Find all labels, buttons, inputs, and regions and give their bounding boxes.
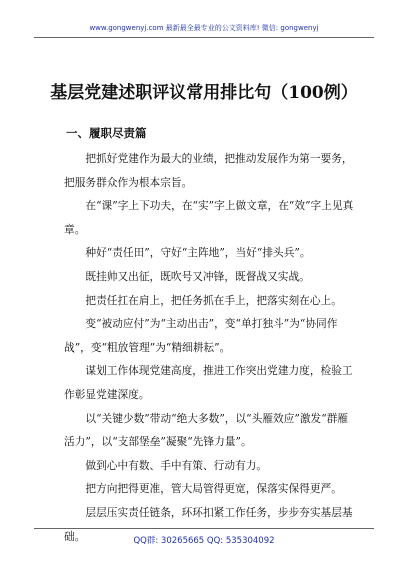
page-header: www.gongwenyj.com 最新最全最专业的公文资料库! 微信: gongwenyj [89, 24, 319, 32]
paragraph: 把方向把得更准，管大局管得更宽，保落实保得更严。 [85, 482, 342, 496]
paragraph: 以“关键少数”带动“绝大多数”，以“头雁效应”激发“群雁活力”，以“支部堡垒”凝聚“先锋力量”。 [64, 411, 349, 449]
document-title: 基层党建述职评议常用排比句（100例） [50, 83, 358, 103]
footer-divider [34, 528, 374, 529]
page-footer: QQ群: 30265665 QQ: 535304092 [133, 536, 275, 546]
paragraph: 把抓好党建作为最大的业绩，把推动发展作为第一要务，把服务群众作为根本宗旨。 [64, 152, 353, 189]
paragraph: 种好“责任田”，守好“主阵地”，当好“排头兵”。 [85, 246, 311, 260]
header-divider [34, 37, 374, 38]
paragraph: 既挂帅又出征，既吹号又冲锋，既督战又实战。 [85, 269, 310, 283]
paragraph: 在“课”字上下功夫，在“实”字上做文章，在“效”字上见真章。 [64, 199, 354, 236]
paragraph: 把责任扛在肩上，把任务抓在手上，把落实刻在心上。 [85, 293, 342, 307]
section-heading: 一、履职尽责篇 [66, 126, 147, 140]
paragraph: 层层压实责任链条，环环扣紧工作任务，步步夯实基层基础。 [64, 505, 353, 543]
paragraph: 做到心中有数、手中有策、行动有力。 [85, 458, 268, 472]
paragraph: 变“被动应付”为“主动出击”，变“单打独斗”为“协同作战”，变“粗放管理”为“精细耕耘”。 [64, 317, 338, 354]
document-body [64, 147, 356, 548]
paragraph: 谋划工作体现党建高度，推进工作突出党建力度，检验工作彰显党建深度。 [64, 364, 353, 401]
